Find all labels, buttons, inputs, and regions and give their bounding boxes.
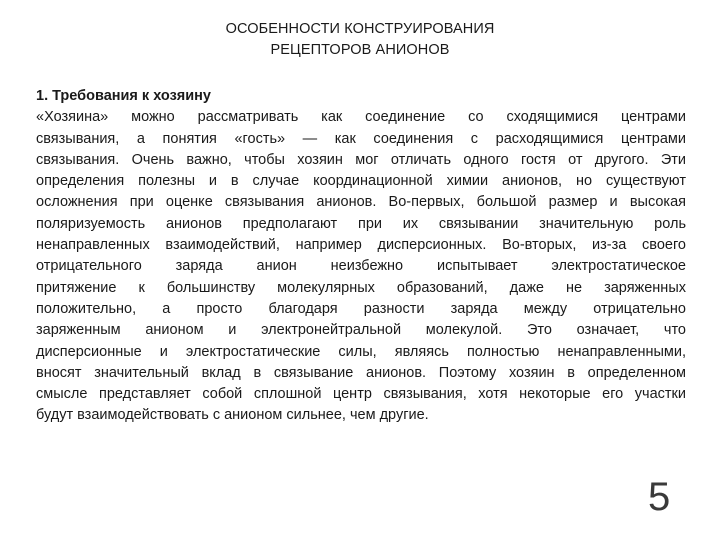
slide-title-line-2: РЕЦЕПТОРОВ АНИОНОВ: [270, 42, 450, 58]
paragraph-line-8: отрицательного заряда анион неизбежно испытывает электростатическое: [36, 258, 686, 275]
paragraph-line-11: заряженным анионом и электронейтральной молекулой. Это означает, что: [36, 322, 686, 339]
body-paragraph: [36, 107, 686, 426]
paragraph-line-7: ненаправленных взаимодействий, например дисперсионных. Во-вторых, из-за своего: [36, 237, 686, 254]
paragraph-line-3: связывания. Очень важно, чтобы хозяин мог отличать одного гостя от другого. Эти: [36, 151, 686, 168]
slide-body: [36, 86, 686, 427]
page-number: 5: [648, 475, 671, 519]
paragraph-line-14: смысле представляет собой сплошной центр связывания, хотя некоторые его участки: [36, 386, 686, 403]
paragraph-line-2: связывания, а понятия «гость» — как соединения с расходящимися центрами: [36, 130, 686, 147]
paragraph-line-5: осложнения при оценке связывания анионов. Во-первых, большой размер и высокая: [36, 194, 686, 211]
slide-title-line-1: ОСОБЕННОСТИ КОНСТРУИРОВАНИЯ: [225, 21, 495, 37]
paragraph-line-13: вносят значительный вклад в связывание анионов. Поэтому хозяин в определенном: [36, 364, 686, 381]
paragraph-line-6: поляризуемость анионов предполагают при их связывании значительную роль: [36, 215, 686, 232]
paragraph-line-9: притяжение к большинству молекулярных образований, даже не заряженных: [36, 279, 686, 296]
paragraph-line-10: положительно, а просто благодаря разности заряда между отрицательно: [36, 300, 686, 317]
section-heading: 1. Требования к хозяину: [36, 88, 211, 104]
paragraph-line-4: определения полезны и в случае координационной химии анионов, но существуют: [36, 173, 686, 190]
paragraph-line-15: будут взаимодействовать с анионом сильнее, чем другие.: [36, 407, 429, 424]
paragraph-line-12: дисперсионные и электростатические силы, являясь полностью ненаправленными,: [36, 343, 686, 360]
paragraph-line-1: «Хозяина» можно рассматривать как соединение со сходящимися центрами: [36, 109, 686, 126]
slide-title: [0, 19, 720, 61]
